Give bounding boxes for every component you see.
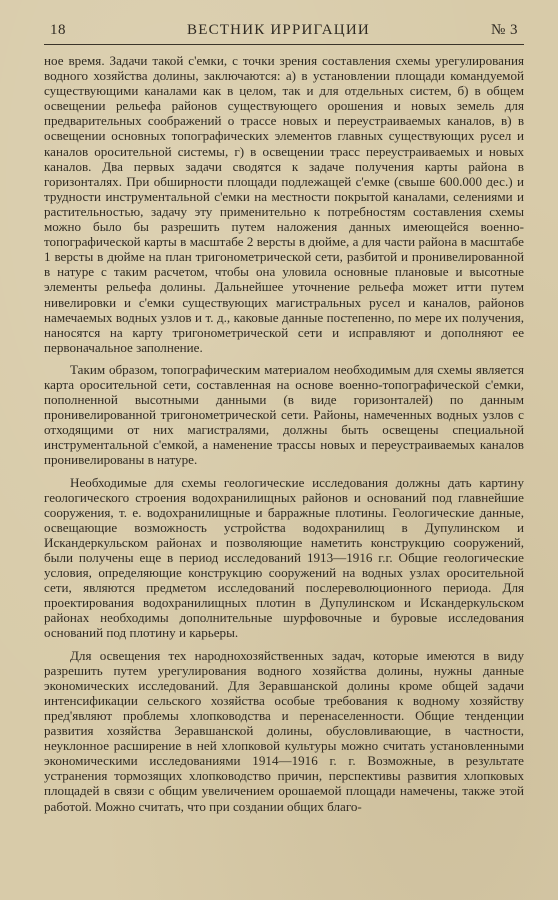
paragraph-3: Необходимые для схемы геологические исследования должны дать картину геологического строения водохранилищных районов и оснований под главнейшие сооружения, т. е. водохранилищные и барражные плотины. Геологические данные, освещающие возможность устройства водохранилищ в Дупулинском и Искандеркульском районах и позволяющие наметить конструкцию сооружений, были получены еще в период исследований 1913—1916 г.г. Общие геологические условия, определяющие конструкцию сооружений на водных узлах оросительной сети, являются предметом исследований послереволюционного периода. Для проектирования водохранилищных плотин в Дупулинском и Искандеркульском районах необходимы дополнительные шурфовочные и буровые исследования оснований под плотину и карьеры.: [44, 474, 524, 641]
paragraph-1: ное время. Задачи такой с'емки, с точки зрения составления схемы урегулирования водного хозяйства долины, заключаются: а) в установлении площади командуемой существующими каналами как в целом, так и для отдельных систем, б) в общем освещении рельефа районов существующего орошения и новых земель для предварительных соображений о трассе новых и переустраиваемых каналов, в) в освещении основных топографических элементов главных существующих русел и каналов оросительной системы, г) в освещении трасс переустраиваемых и новых каналов. Два первых задачи сводятся к задаче получения карты района в горизонталях. При обширности площади подлежащей с'емке (свыше 600.000 дес.) и трудности инструментальной с'емки на местности покрытой каналами, селениями и растительностью, задачу эту применительно к потребностям составления схемы можно было бы разрешить путем наложения данных имеющейся военно-топографической карты в масштабе 2 версты в дюйме, а для части района в масштабе 1 версты в дюйме на план тригонометрической сети, разбитой и пронивелированной в натуре с таким расчетом, чтобы она уловила основные плановые и высотные элементы рельефа долины. Дальнейшее уточнение рельефа может итти путем нивелировки и с'емки существующих магистральных русел и каналов, районов намечаемых водных узлов и т. д., каковые данные постепенно, по мере их получения, наносятся на карту тригонометрической сети и исправляют и дополняют ее первоначальное заполнение.: [44, 53, 524, 355]
issue-number: № 3: [490, 22, 518, 38]
paragraph-2: Таким образом, топографическим материалом необходимым для схемы является карта оросительной сети, составленная на основе военно-топографической с'емки, пополненной высотными данными (в виде горизонталей) по данным пронивелированной тригонометрической сети. Районы, намеченных водных узлов с отходящими от них магистралями, должны быть освещены специальной инструментальной с'емкой, а наменение трассы новых и переустраиваемых каналов пронивелированы в натуре.: [44, 361, 524, 468]
header-rule: [44, 44, 524, 45]
article-body: [44, 53, 524, 814]
paragraph-4: Для освещения тех народнохозяйственных задач, которые имеются в виду разрешить путем урегулирования водного хозяйства долины, нужны данные экономических исследований. Для Зеравшанской долины кроме общей задачи интенсификации сельского хозяйства особые требования к водному хозяйству пред'являют проблемы хлопководства и перенаселенности. Общие тенденции развития хозяйства Зеравшанской долины, обусловливающие, в частности, неуклонное расширение в ней хлопковой культуры можно считать установленными экономическими исследованиями 1914—1916 г. г. Возможные, в результате устранения тормозящих хлопководство причин, перспективы развития хлопковых площадей в связи с общим увеличением орошаемой площади намечены, также этой работой. Можно считать, что при создании общих благо-: [44, 647, 524, 814]
page-header: [44, 18, 524, 44]
journal-title: ВЕСТНИК ИРРИГАЦИИ: [187, 22, 370, 38]
page-number: 18: [50, 22, 66, 38]
